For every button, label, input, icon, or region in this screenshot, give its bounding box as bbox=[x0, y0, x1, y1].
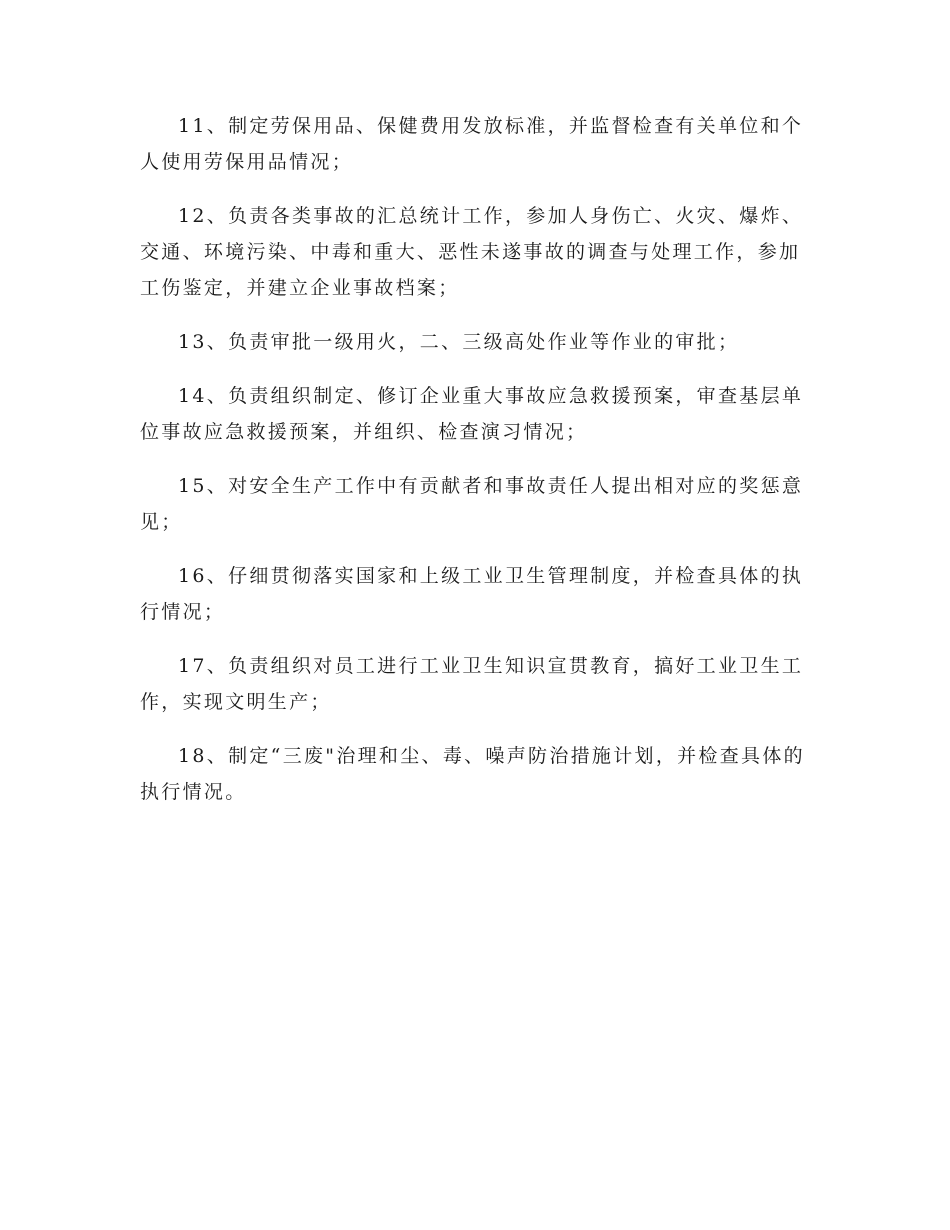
paragraph-11: 11、制定劳保用品、保健费用发放标准，并监督检查有关单位和个人使用劳保用品情况； bbox=[140, 115, 804, 173]
paragraph-12: 12、负责各类事故的汇总统计工作，参加人身伤亡、火灾、爆炸、交通、环境污染、中毒和重大、恶性未遂事故的调查与处理工作，参加工伤鉴定，并建立企业事故档案； bbox=[140, 205, 804, 299]
paragraph-15: 15、对安全生产工作中有贡献者和事故责任人提出相对应的奖惩意见； bbox=[140, 475, 804, 533]
paragraph-13: 13、负责审批一级用火，二、三级高处作业等作业的审批； bbox=[178, 331, 740, 353]
paragraph-17: 17、负责组织对员工进行工业卫生知识宣贯教育，搞好工业卫生工作，实现文明生产； bbox=[140, 655, 804, 713]
paragraph-14: 14、负责组织制定、修订企业重大事故应急救援预案，审查基层单位事故应急救援预案，并组织、检查演习情况； bbox=[140, 385, 804, 443]
document-body bbox=[140, 108, 805, 828]
paragraph-18: 18、制定“三废"治理和尘、毒、噪声防治措施计划，并检查具体的执行情况。 bbox=[140, 745, 805, 803]
paragraph-16: 16、仔细贯彻落实国家和上级工业卫生管理制度，并检查具体的执行情况； bbox=[140, 565, 804, 623]
